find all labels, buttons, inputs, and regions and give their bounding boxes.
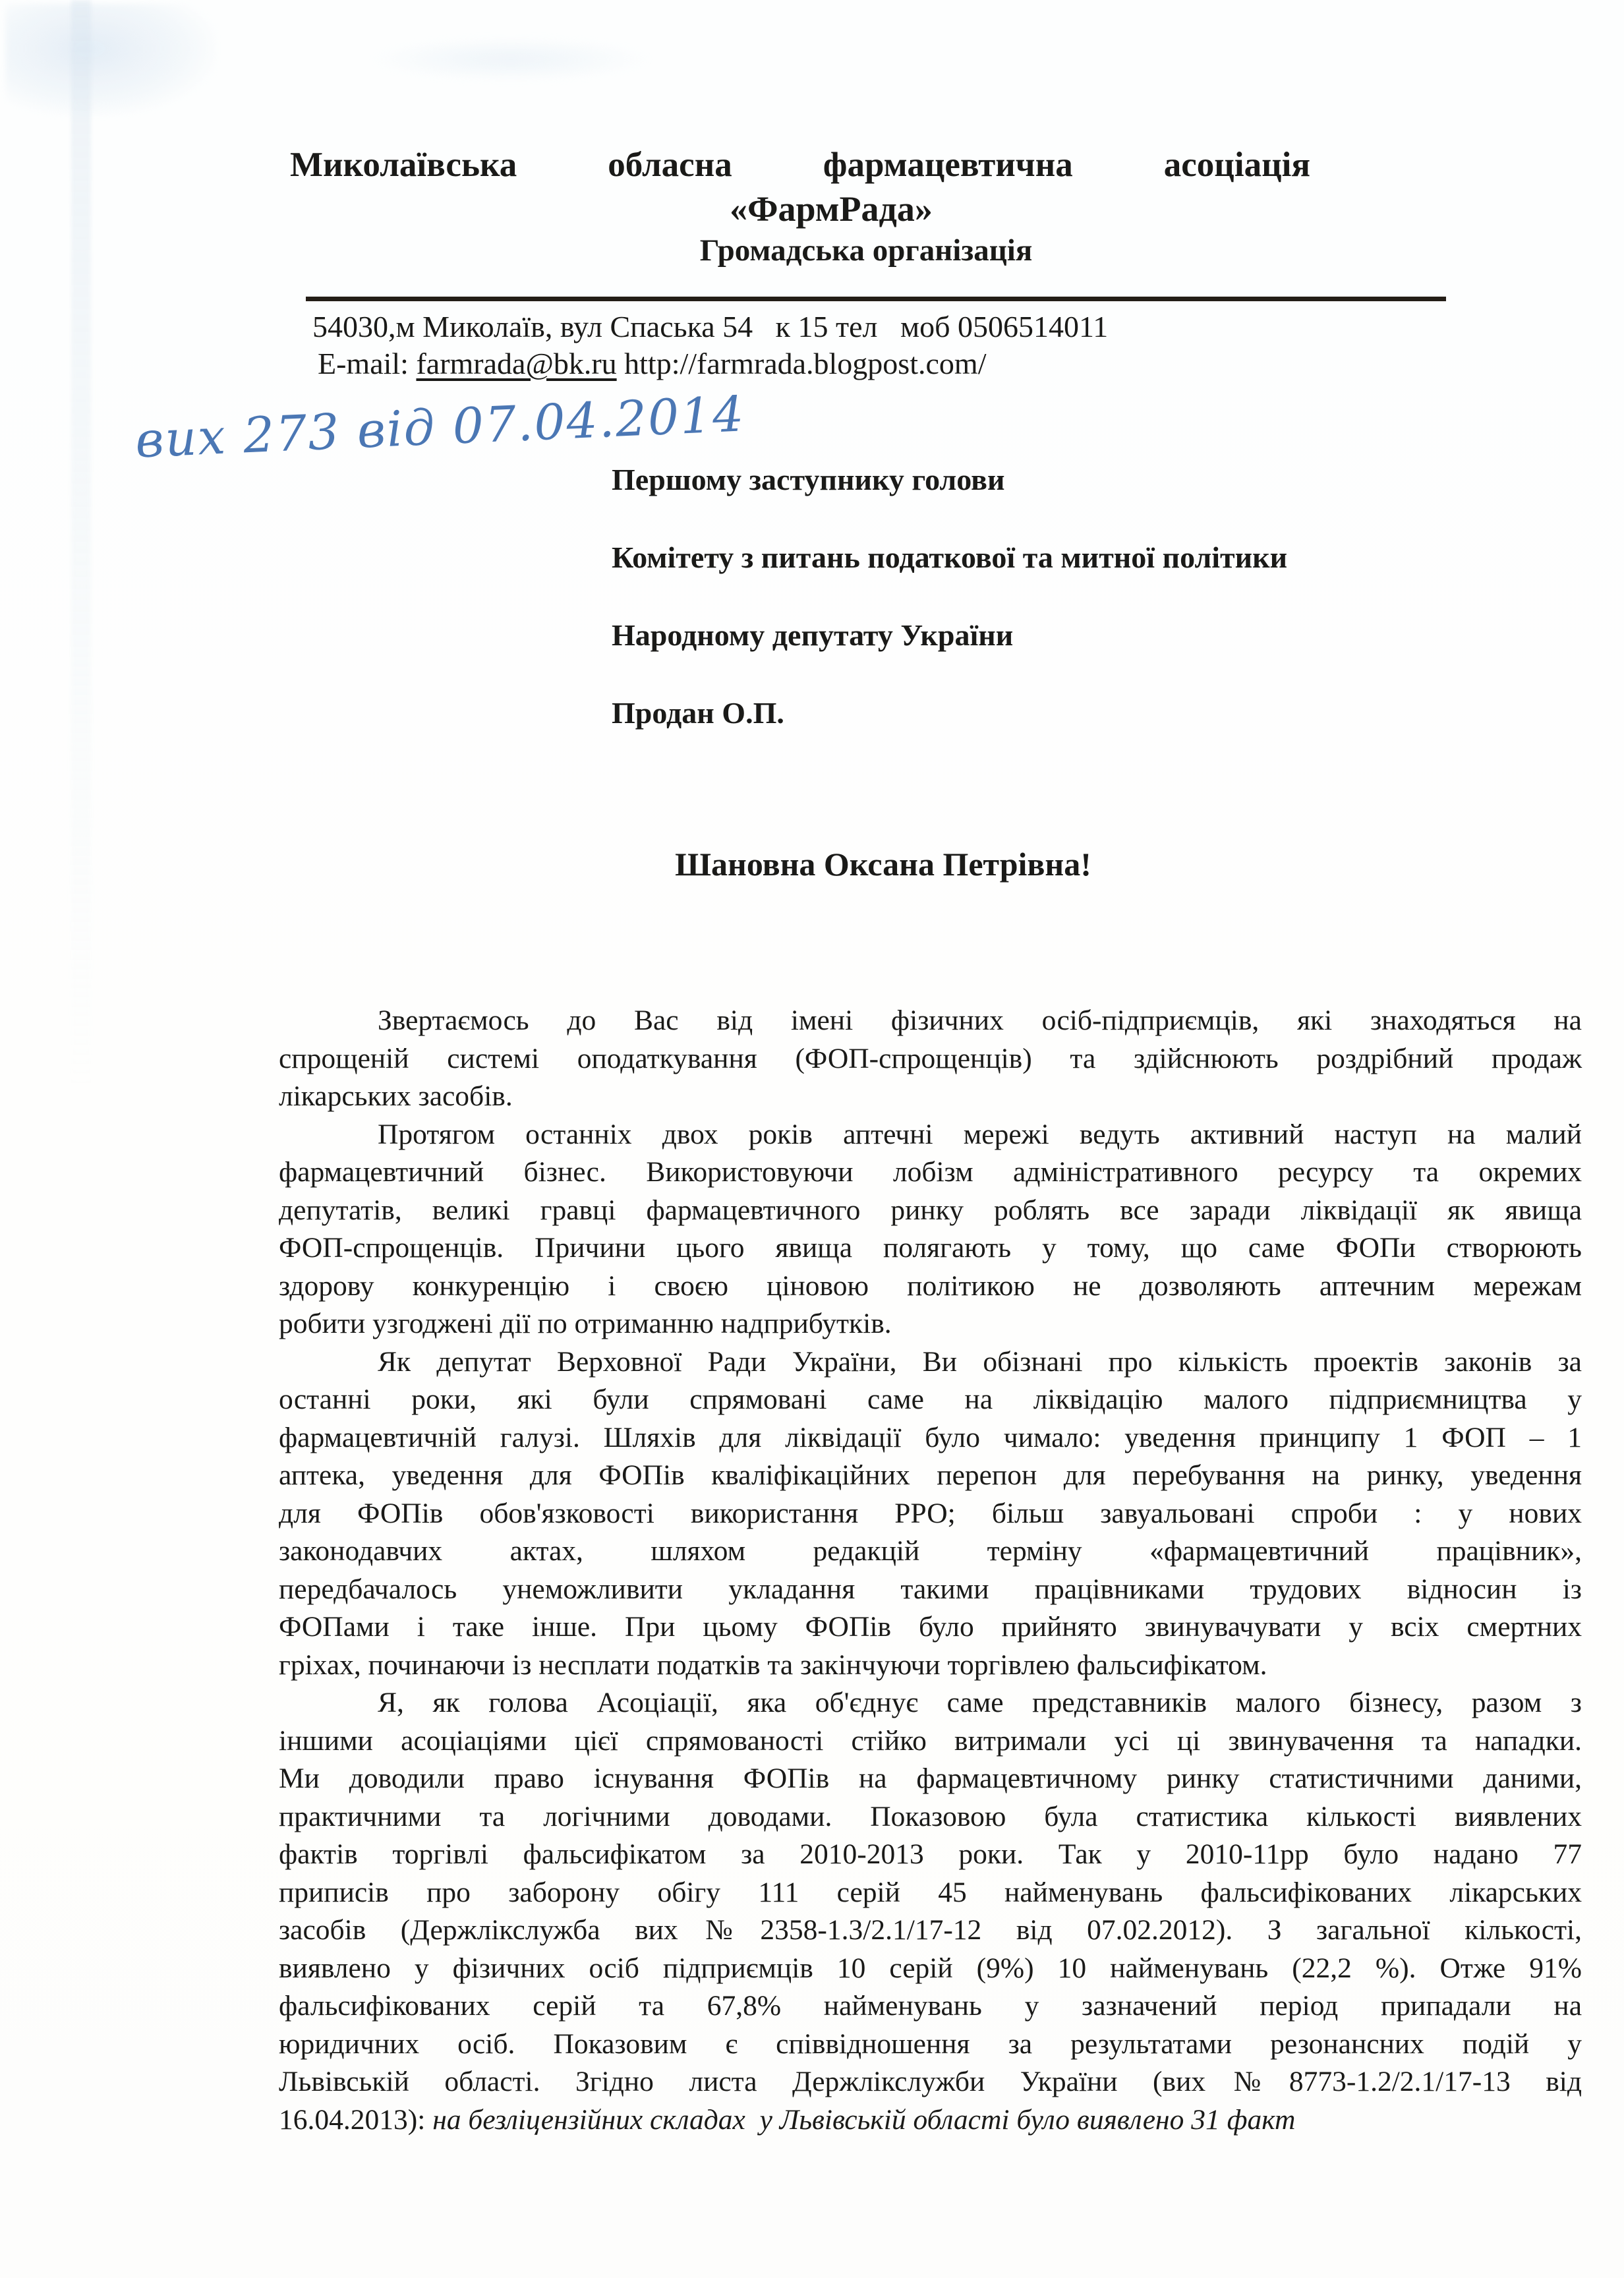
recipient-position-line: Першому заступнику голови bbox=[612, 463, 1005, 496]
body-line: приписів про заборону обігу 111 серій 45 найменувань фальсифікованих лікарських bbox=[279, 1876, 1582, 1908]
body-line: Я, як голова Асоціації, яка об'єднує саме представників малого бізнесу, разом з bbox=[378, 1687, 1582, 1718]
body-line: здорову конкуренцію і своєю ціновою політикою не дозволяють аптечним мережам bbox=[279, 1270, 1582, 1302]
org-short-name: «ФармРада» bbox=[730, 189, 933, 229]
body-line: для ФОПів обов'язковості використання РРО; більш завуальовані спроби : у нових bbox=[279, 1497, 1582, 1529]
email-label: E-mail: bbox=[318, 347, 417, 380]
letter-body bbox=[279, 1002, 1582, 2139]
body-line: Як депутат Верховної Ради України, Ви обізнані про кількість проектів законів за bbox=[378, 1345, 1582, 1378]
body-line: Звертаємось до Вас від імені фізичних осіб-підприємців, які знаходяться на bbox=[378, 1005, 1582, 1036]
body-line: лікарських засобів. bbox=[279, 1080, 513, 1112]
body-line: законодавчих актах, шляхом редакцій терміну «фармацевтичний працівник», bbox=[279, 1535, 1582, 1567]
body-line: практичними та логічними доводами. Показовою була статистика кількості виявлених bbox=[279, 1800, 1582, 1832]
body-line: аптека, уведення для ФОПів кваліфікаційних перепон для перебування на ринку, уведення bbox=[279, 1459, 1582, 1491]
scan-streak-left bbox=[71, 0, 91, 1088]
body-line: засобів (Держлікслужба вих№2358-1.3/2.1/17-12 від 07.02.2012). З загальної кількості, bbox=[279, 1914, 1582, 1946]
body-line: Ми доводили право існування ФОПів на фармацевтичному ринку статистичними даними, bbox=[279, 1763, 1582, 1794]
org-legal-form: Громадська організація bbox=[699, 233, 1033, 268]
body-line: передбачалось унеможливити укладання такими працівниками трудових відносин із bbox=[279, 1573, 1582, 1605]
handwritten-outgoing-number: вих 273 від 07.04.2014 bbox=[134, 386, 746, 469]
final-line-quote: на безліцензійних складах у Львівській області було виявлено 31 факт bbox=[432, 2103, 1296, 2136]
body-line: робити узгоджені дії по отриманню надприбутків. bbox=[279, 1308, 892, 1339]
body-line: ФОПами і таке інше. При цьому ФОПів було прийнято звинувачувати у всіх смертних bbox=[279, 1611, 1582, 1643]
body-line: останні роки, які були спрямовані саме на ліквідацію малого підприємництва у bbox=[279, 1384, 1582, 1415]
body-line: фармацевтичний бізнес. Використовуючи лобізм адміністративного ресурсу та окремих bbox=[279, 1156, 1582, 1188]
recipient-committee-line: Комітету з питань податкової та митної політики bbox=[612, 540, 1288, 574]
body-line: Протягом останніх двох років аптечні мережі ведуть активний наступ на малий bbox=[378, 1118, 1582, 1150]
website-url: http://farmrada.blogpost.com/ bbox=[616, 347, 987, 380]
recipient-name-line: Продан О.П. bbox=[612, 696, 784, 730]
body-line: Львівській області. Згідно листа Держлікслужби України (вих№8773-1.2/2.1/17-13 від bbox=[279, 2066, 1582, 2097]
body-line: іншими асоціаціями цієї спрямованості стійко витримали усі ці звинувачення та нападки. bbox=[279, 1724, 1582, 1757]
body-line: виявлено у фізичних осіб підприємців 10 серій (9%) 10 найменувань (22,2 %). Отже 91% bbox=[279, 1952, 1582, 1984]
scan-smudge-corner bbox=[5, 4, 216, 116]
body-line: фармацевтичній галузі. Шляхів для ліквідації було чимало: уведення принципу 1 ФОП – 1 bbox=[279, 1421, 1582, 1453]
org-contact-line bbox=[318, 345, 986, 382]
body-line-final bbox=[279, 2101, 1582, 2140]
final-line-date: 16.04.2013): bbox=[279, 2103, 433, 2136]
org-name-title: Миколаївська обласна фармацевтична асоціація bbox=[290, 146, 1310, 184]
body-line: спрощеній системі оподаткування (ФОП-спрощенців) та здійснюють роздрібний продаж bbox=[279, 1042, 1582, 1074]
body-line: фальсифікованих серій та 67,8% найменувань у зазначений період припадали на bbox=[279, 1990, 1582, 2022]
org-address-line: 54030,м Миколаїв, вул Спаська 54 к 15 тел моб 0506514011 bbox=[312, 310, 1109, 343]
body-line: юридичних осіб. Показовим є співвідношення за результатами резонансних подій у bbox=[279, 2028, 1582, 2060]
body-line: гріхах, починаючи із несплати податків та закінчуючи торгівлею фальсифікатом. bbox=[279, 1649, 1267, 1681]
recipient-deputy-line: Народному депутату України bbox=[612, 618, 1014, 652]
body-line: депутатів, великі гравці фармацевтичного ринку роблять все заради ліквідації як явища bbox=[279, 1194, 1582, 1226]
scan-smudge-top bbox=[369, 36, 652, 82]
letterhead-divider bbox=[306, 297, 1446, 301]
email-address: farmrada@bk.ru bbox=[416, 347, 617, 380]
body-line: фактів торгівлі фальсифікатом за 2010-2013 роки. Так у 2010-11рр було надано 77 bbox=[279, 1838, 1582, 1870]
salutation: Шановна Оксана Петрівна! bbox=[675, 846, 1091, 883]
body-line: ФОП-спрощенців. Причини цього явища полягають у тому, що саме ФОПи створюють bbox=[279, 1232, 1582, 1264]
